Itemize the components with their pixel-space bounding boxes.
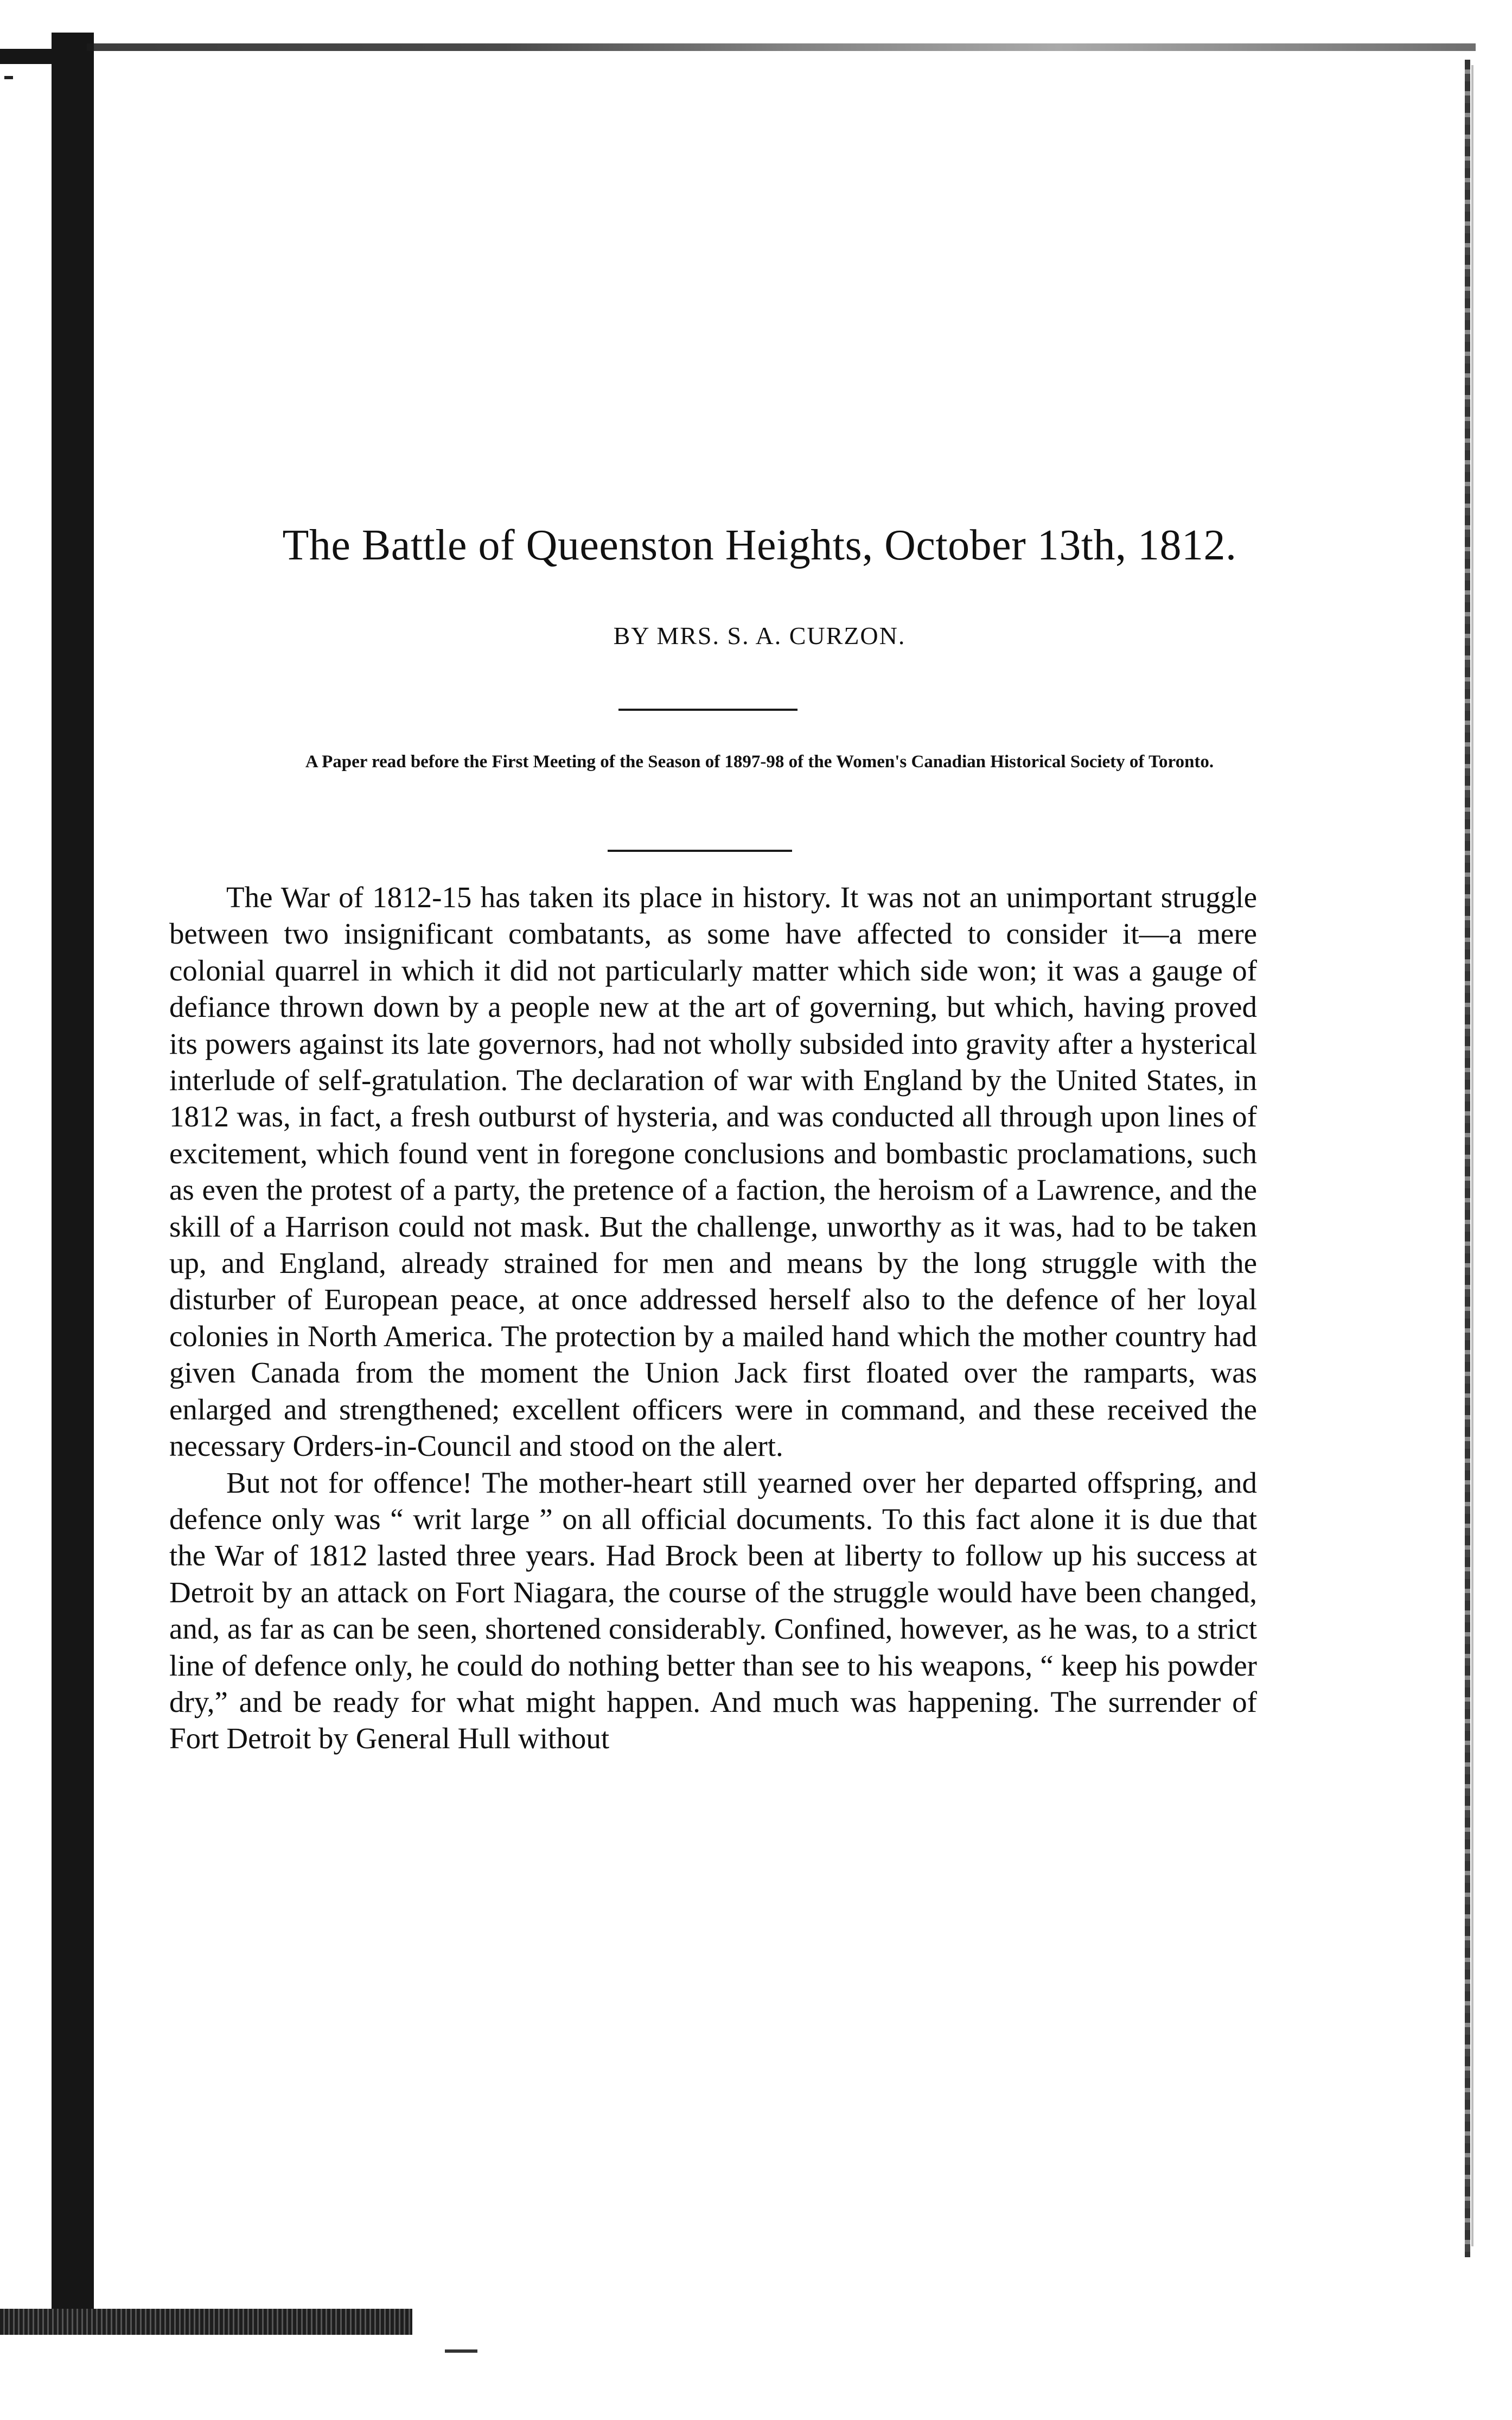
page-bottom-edge [0, 2309, 412, 2335]
body-paragraph: The War of 1812-15 has taken its place in history. It was not an unimportant struggle between two insignificant combatants, as some have affected to consider it—a mere colonial quarrel in which it did not particularly matter which side won; it was a gauge of defiance thrown down by a people new at the art of governing, but which, having proved its powers against its late governors, had not wholly subsided into gravity after a hysterical interlude of self-gratulation. The declaration of war with England by the United States, in 1812 was, in fact, a fresh outburst of hysteria, and was conducted all through upon lines of excitement, which found vent in foregone conclusions and bombastic proclamations, such as even the protest of a party, the pretence of a faction, the heroism of a Lawrence, and the skill of a Harrison could not mask. But the challenge, unworthy as it was, had to be taken up, and England, already strained for men and means by the long struggle with the disturber of European peace, at once addressed herself also to the defence of her loyal colonies in North America. The protection by a mailed hand which the mother country had given Canada from the moment the Union Jack first floated over the ramparts, was enlarged and strengthened; excellent officers were in command, and these received the necessary Orders-in-Council and stood on the alert. [169, 881, 1257, 1463]
scan-mark-bottom [445, 2349, 477, 2353]
divider-rule [608, 850, 792, 852]
document-title: The Battle of Queenston Heights, October 13th, 1812. [282, 521, 1237, 569]
document-body [169, 879, 1257, 1757]
divider-rule [618, 709, 798, 711]
document-subtitle: A Paper read before the First Meeting of the Season of 1897-98 of the Women's Canadian Historical Society of Toronto. [305, 752, 1214, 772]
scan-mark [4, 76, 13, 79]
page-binding-edge [52, 33, 94, 2328]
body-paragraph: But not for offence! The mother-heart still yearned over her departed offspring, and defence only was “ writ large ” on all official documents. To this fact alone it is due that the War of 1812 lasted three years. Had Brock been at liberty to follow up his success at Detroit by an attack on Fort Niagara, the course of the struggle would have been changed, and, as far as can be seen, shortened considerably. Confined, however, as he was, to a strict line of defence only, he could do nothing better than see to his weapons, “ keep his powder dry,” and be ready for what might happen. And much was happening. The surrender of Fort Detroit by General Hull without [169, 1466, 1257, 1755]
page-right-shadow [1471, 65, 1473, 2246]
page-binding-hook [0, 49, 76, 64]
page-top-edge [87, 43, 1476, 51]
author-byline: BY MRS. S. A. CURZON. [613, 622, 906, 649]
page-right-edge [1465, 60, 1470, 2257]
